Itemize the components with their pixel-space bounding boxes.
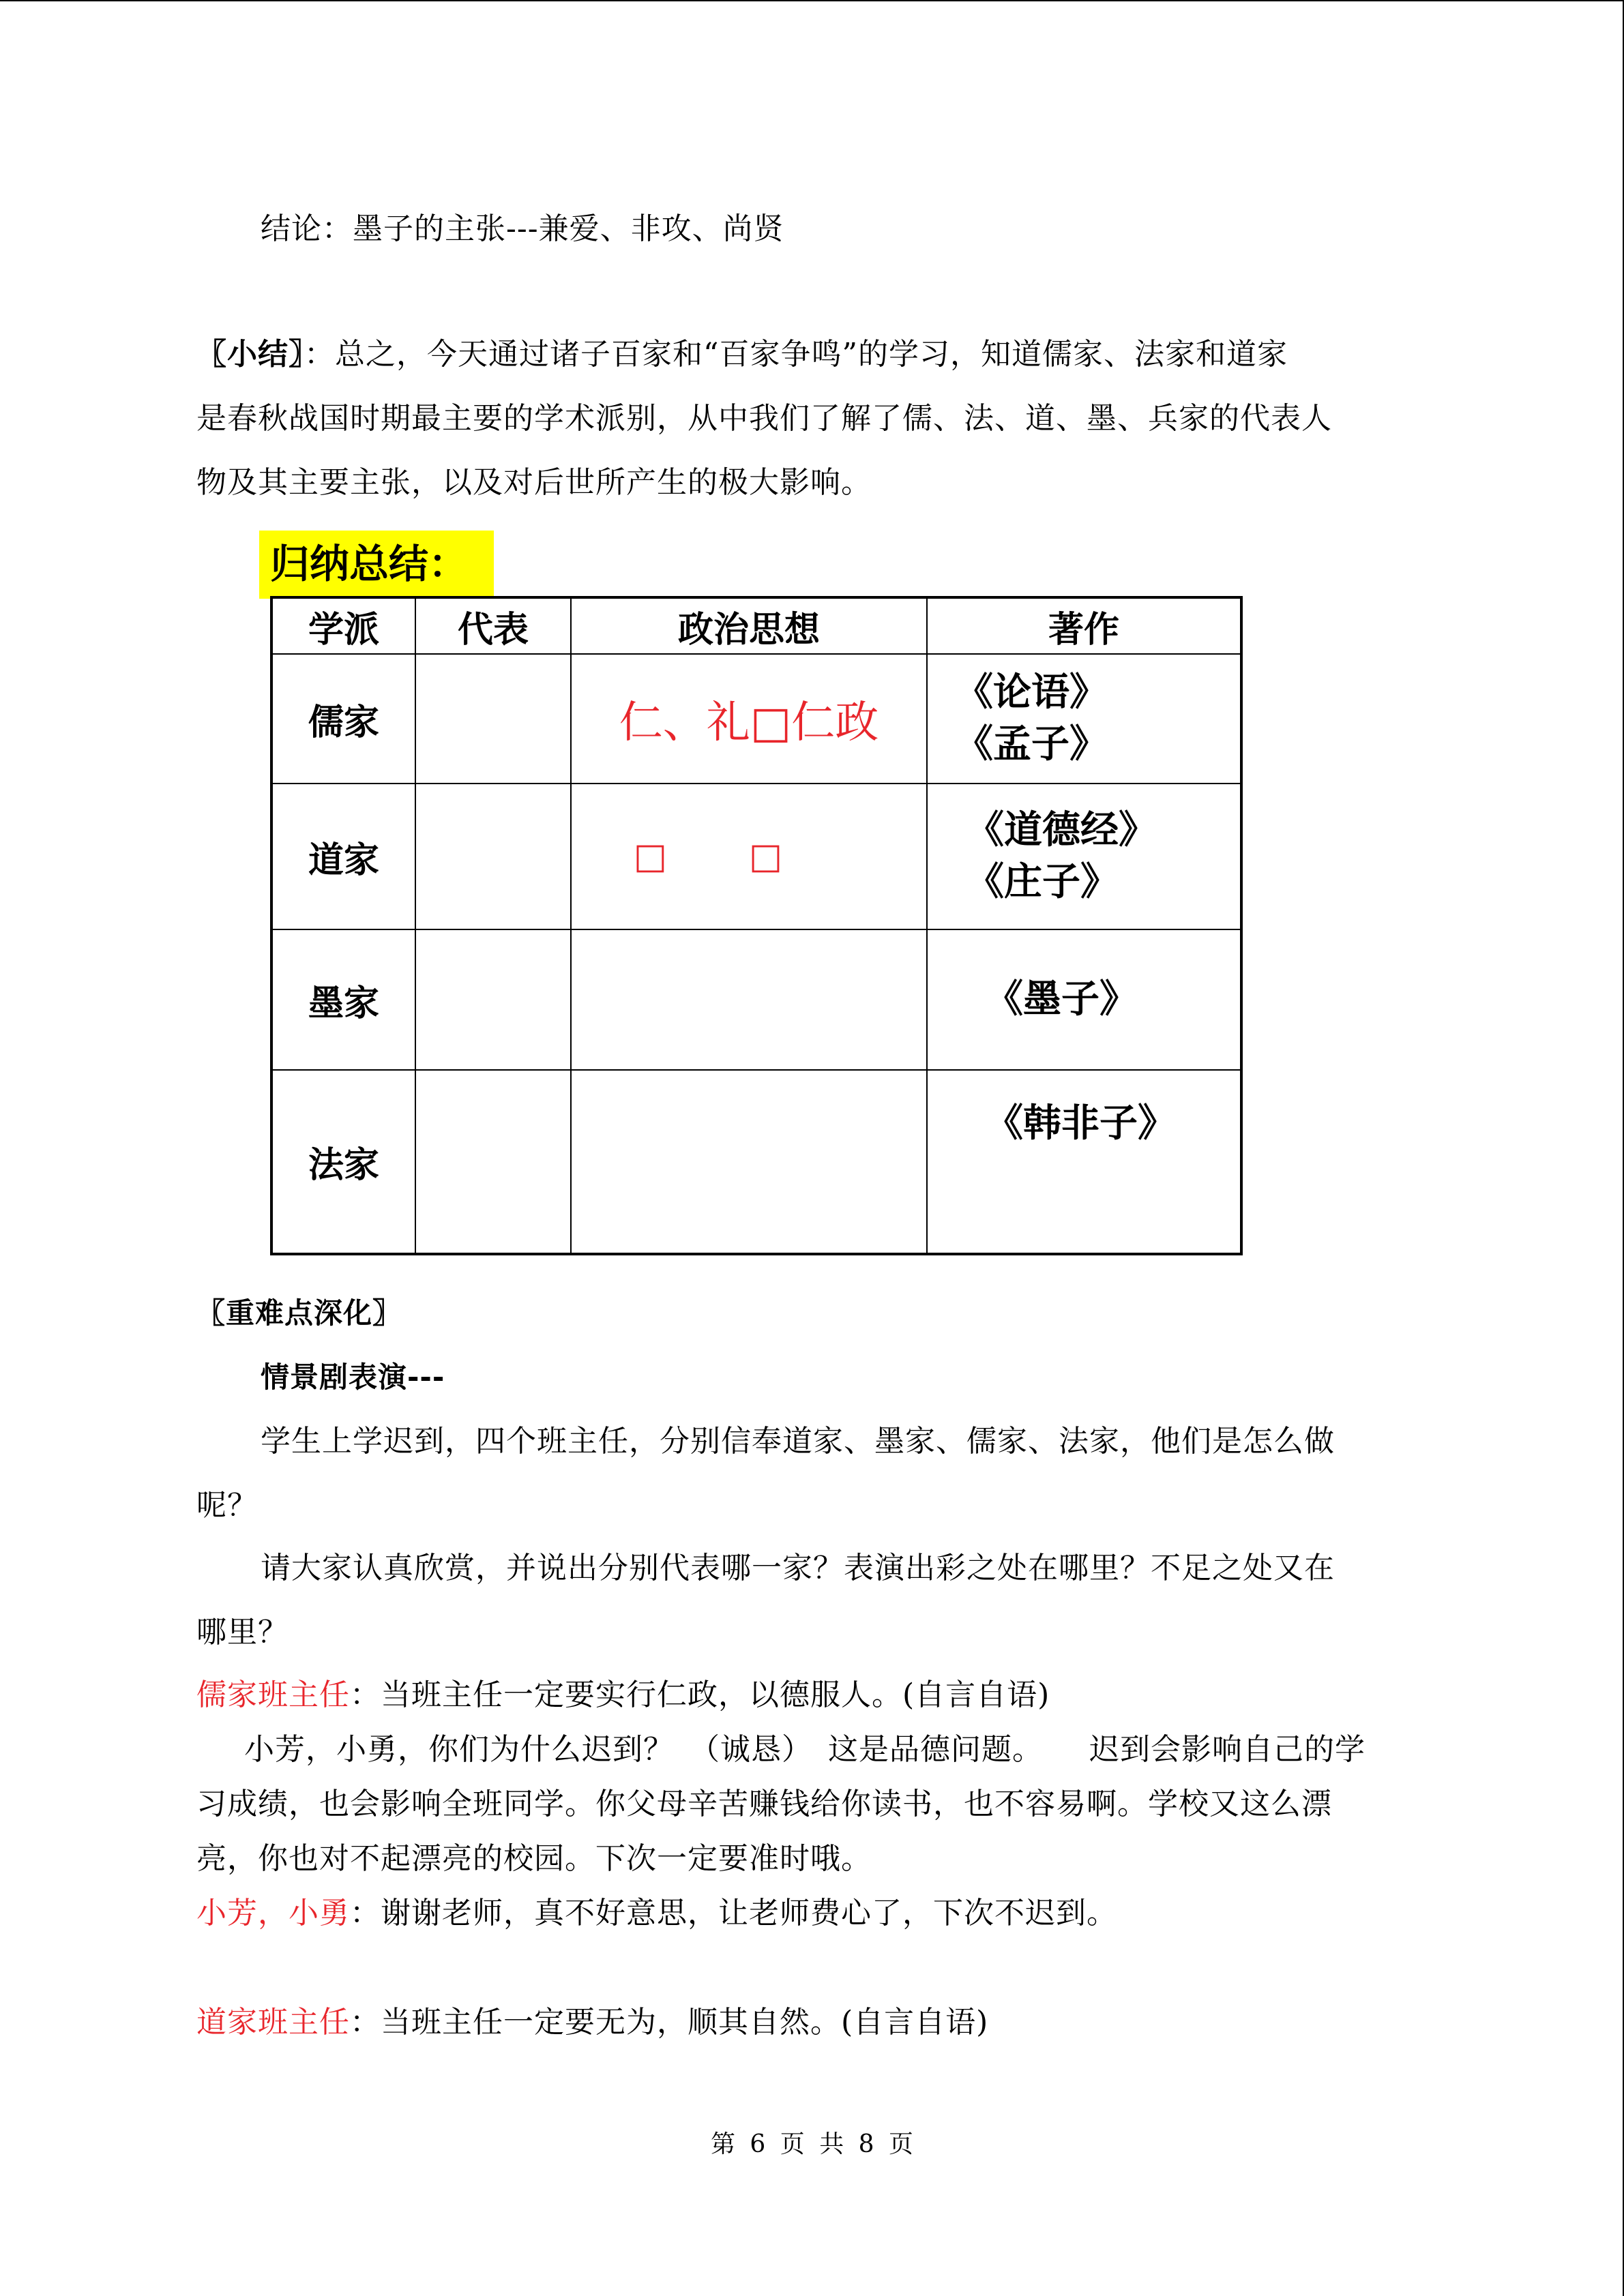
recap-title-highlight xyxy=(259,531,494,599)
cell-works xyxy=(927,1070,1241,1254)
summary-label: 〖小结〗 xyxy=(196,337,304,372)
dao-teacher-speech: ：当班主任一定要无为，顺其自然。(自言自语) xyxy=(350,2005,989,2040)
dao-teacher-line xyxy=(196,2002,988,2043)
speaker-dao-teacher: 道家班主任 xyxy=(196,2005,350,2040)
work-title: 《韩非子》 xyxy=(985,1101,1176,1146)
ru-teacher-cont-3: 亮，你也对不起漂亮的校园。下次一定要准时哦。 xyxy=(196,1841,872,1876)
header-works: 著作 xyxy=(927,597,1241,654)
speaker-students: 小芳，小勇 xyxy=(196,1896,350,1930)
students-line xyxy=(196,1893,1117,1934)
summary-line-1 xyxy=(196,334,1288,375)
cell-thought xyxy=(571,1070,927,1254)
ru-teacher-cont-2: 习成绩，也会影响全班同学。你父母辛苦赚钱给你读书，也不容易啊。学校又这么漂 xyxy=(196,1787,1332,1821)
header-representative: 代表 xyxy=(415,597,571,654)
ru-teacher-line xyxy=(196,1675,1050,1716)
cell-works xyxy=(927,654,1241,784)
work-title: 《论语》 xyxy=(955,670,1108,715)
speaker-ru-teacher: 儒家班主任 xyxy=(196,1678,350,1712)
students-speech: ：谢谢老师，真不好意思，让老师费心了，下次不迟到。 xyxy=(350,1896,1117,1930)
work-title: 《墨子》 xyxy=(985,977,1138,1022)
cell-thought xyxy=(571,929,927,1070)
work-title: 《道德经》 xyxy=(966,808,1157,852)
header-school: 学派 xyxy=(271,597,415,654)
cell-school: 墨家 xyxy=(271,929,415,1070)
cell-works xyxy=(927,929,1241,1070)
table-row xyxy=(271,784,1241,929)
work-title: 《庄子》 xyxy=(966,860,1119,904)
table-row xyxy=(271,654,1241,784)
header-thought: 政治思想 xyxy=(571,597,927,654)
conclusion-text: 结论：墨子的主张---兼爱、非攻、尚贤 xyxy=(261,211,784,246)
work-title: 《孟子》 xyxy=(955,722,1108,766)
ru-teacher-cont-1: 小芳，小勇，你们为什么迟到？ （诚恳） 这是品德问题。 迟到会影响自己的学 xyxy=(244,1732,1365,1767)
cell-representative xyxy=(415,654,571,784)
deepening-para2-line2: 哪里？ xyxy=(196,1615,289,1650)
summary-line-1-text: ：总之，今天通过诸子百家和“百家争鸣”的学习，知道儒家、法家和道家 xyxy=(304,337,1288,372)
ru-teacher-speech: ：当班主任一定要实行仁政，以德服人。(自言自语) xyxy=(350,1678,1050,1712)
cell-representative xyxy=(415,784,571,929)
cell-representative xyxy=(415,929,571,1070)
summary-line-2: 是春秋战国时期最主要的学术派别，从中我们了解了儒、法、道、墨、兵家的代表人 xyxy=(196,401,1332,436)
deepening-heading: 〖重难点深化〗 xyxy=(196,1296,402,1330)
deepening-para1-line1: 学生上学迟到，四个班主任，分别信奉道家、墨家、儒家、法家，他们是怎么做 xyxy=(261,1424,1335,1459)
cell-school: 道家 xyxy=(271,784,415,929)
cell-thought: 仁、礼□仁政 xyxy=(571,654,927,784)
cell-school: 儒家 xyxy=(271,654,415,784)
cell-works xyxy=(927,784,1241,929)
table-row xyxy=(271,929,1241,1070)
page-footer: 第 6 页 共 8 页 xyxy=(710,2130,914,2158)
deepening-para1-line2: 呢？ xyxy=(196,1488,258,1523)
cell-thought: □□ xyxy=(571,784,927,929)
table-row xyxy=(271,1070,1241,1254)
recap-title: 归纳总结： xyxy=(270,541,469,587)
cell-school: 法家 xyxy=(271,1070,415,1254)
table-header-row xyxy=(271,597,1241,654)
summary-line-3: 物及其主要主张，以及对后世所产生的极大影响。 xyxy=(196,465,872,500)
deepening-subheading: 情景剧表演--- xyxy=(261,1360,445,1394)
deepening-para2-line1: 请大家认真欣赏，并说出分别代表哪一家？表演出彩之处在哪里？不足之处又在 xyxy=(261,1551,1335,1585)
cell-representative xyxy=(415,1070,571,1254)
schools-table xyxy=(270,596,1243,1255)
